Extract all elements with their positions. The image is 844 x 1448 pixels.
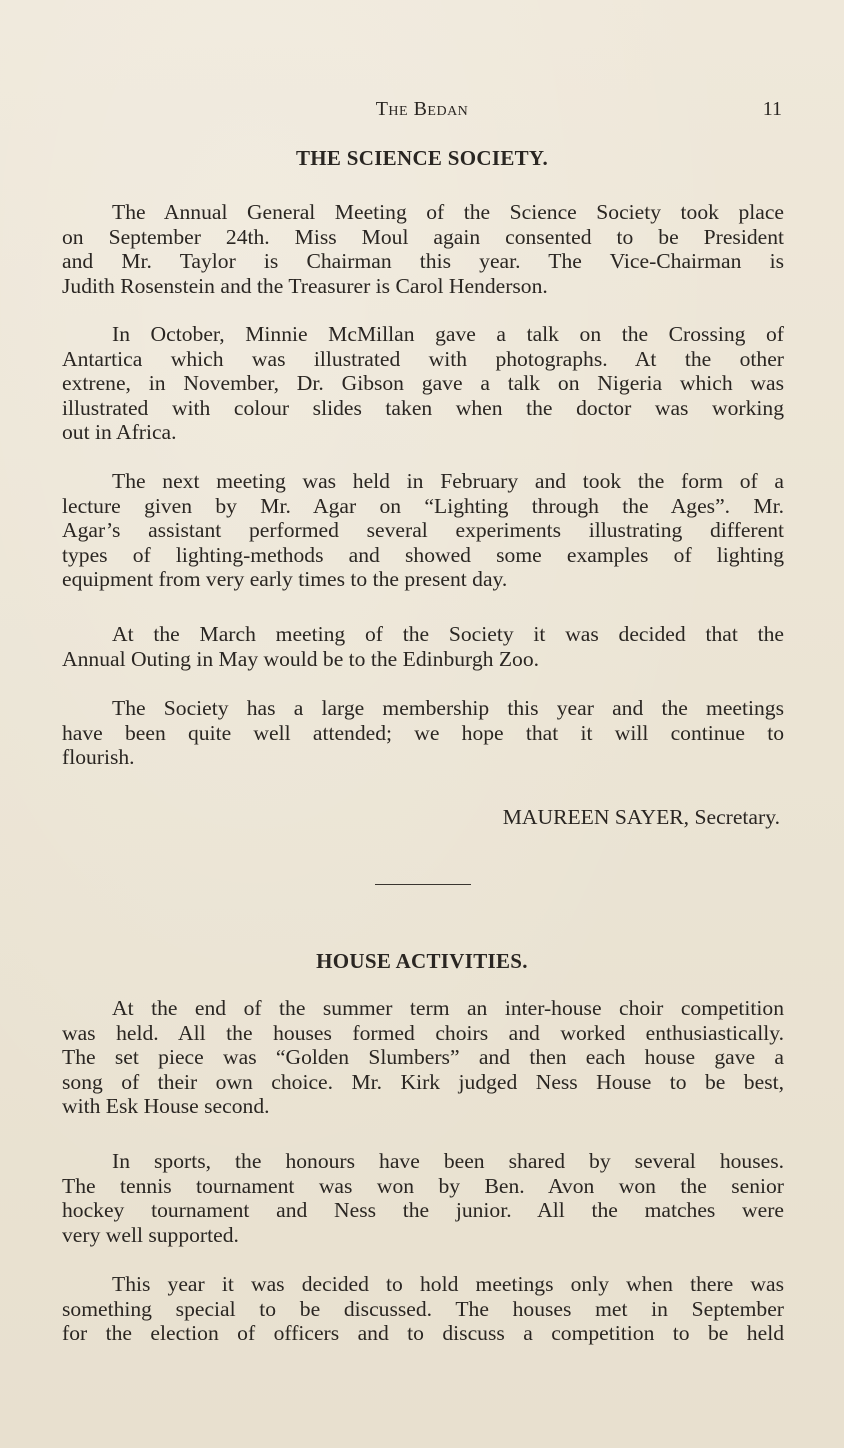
science-paragraph-4 — [62, 622, 784, 671]
text-line: very well supported. — [62, 1222, 239, 1247]
text-line: The set piece was “Golden Slumbers” and then each house gave a — [62, 1045, 784, 1069]
house-paragraph-3 — [62, 1272, 784, 1346]
science-paragraph-1 — [62, 200, 784, 298]
text-line: was held. All the houses formed choirs and worked enthusiastically. — [62, 1020, 784, 1045]
text-line: In October, Minnie McMillan gave a talk on the Crossing of — [112, 322, 784, 346]
text-line: on September 24th. Miss Moul again consented to be President — [62, 224, 784, 249]
text-line: This year it was decided to hold meetings only when there was — [112, 1272, 784, 1296]
science-paragraph-3 — [62, 469, 784, 592]
text-line: Agar’s assistant performed several experiments illustrating different — [62, 518, 784, 542]
text-line: extrene, in November, Dr. Gibson gave a talk on Nigeria which was — [62, 371, 784, 395]
house-activities-heading: HOUSE ACTIVITIES. — [316, 949, 528, 973]
text-line: The next meeting was held in February and took the form of a — [112, 469, 784, 493]
section-divider — [375, 884, 471, 885]
text-line: The Annual General Meeting of the Science Society took place — [112, 200, 784, 224]
text-line: song of their own choice. Mr. Kirk judged Ness House to be best, — [62, 1069, 784, 1094]
text-line: out in Africa. — [62, 420, 177, 444]
text-line: In sports, the honours have been shared by several houses. — [112, 1149, 784, 1173]
text-line: for the election of officers and to discuss a competition to be held — [62, 1321, 784, 1345]
house-paragraph-2 — [62, 1149, 784, 1247]
page-number: 11 — [762, 98, 782, 120]
text-line: and Mr. Taylor is Chairman this year. The Vice-Chairman is — [62, 249, 784, 273]
text-line: The tennis tournament was won by Ben. Avon won the senior — [62, 1173, 784, 1198]
text-line: Antartica which was illustrated with photographs. At the other — [62, 346, 784, 371]
text-line: flourish. — [62, 745, 135, 769]
text-line: with Esk House second. — [62, 1094, 270, 1118]
text-line: equipment from very early times to the present day. — [62, 567, 508, 591]
secretary-signature: MAUREEN SAYER, Secretary. — [502, 805, 780, 829]
text-line: something special to be discussed. The houses met in September — [62, 1296, 784, 1321]
text-line: hockey tournament and Ness the junior. All the matches were — [62, 1198, 784, 1222]
text-line: Annual Outing in May would be to the Edinburgh Zoo. — [62, 646, 540, 671]
text-line: Judith Rosenstein and the Treasurer is Carol Henderson. — [62, 273, 548, 298]
text-line: lecture given by Mr. Agar on “Lighting through the Ages”. Mr. — [62, 493, 784, 518]
text-line: At the March meeting of the Society it was decided that the — [112, 622, 784, 646]
text-line: types of lighting-methods and showed some examples of lighting — [62, 542, 784, 567]
house-paragraph-1 — [62, 996, 784, 1119]
science-paragraph-5 — [62, 696, 784, 770]
science-society-heading: THE SCIENCE SOCIETY. — [295, 146, 549, 170]
science-paragraph-2 — [62, 322, 784, 445]
running-title: The Bedan — [375, 98, 469, 120]
text-line: have been quite well attended; we hope that it will continue to — [62, 720, 784, 745]
text-line: The Society has a large membership this year and the meetings — [112, 696, 784, 720]
text-line: At the end of the summer term an inter-house choir competition — [112, 996, 784, 1020]
text-line: illustrated with colour slides taken when the doctor was working — [62, 395, 784, 420]
